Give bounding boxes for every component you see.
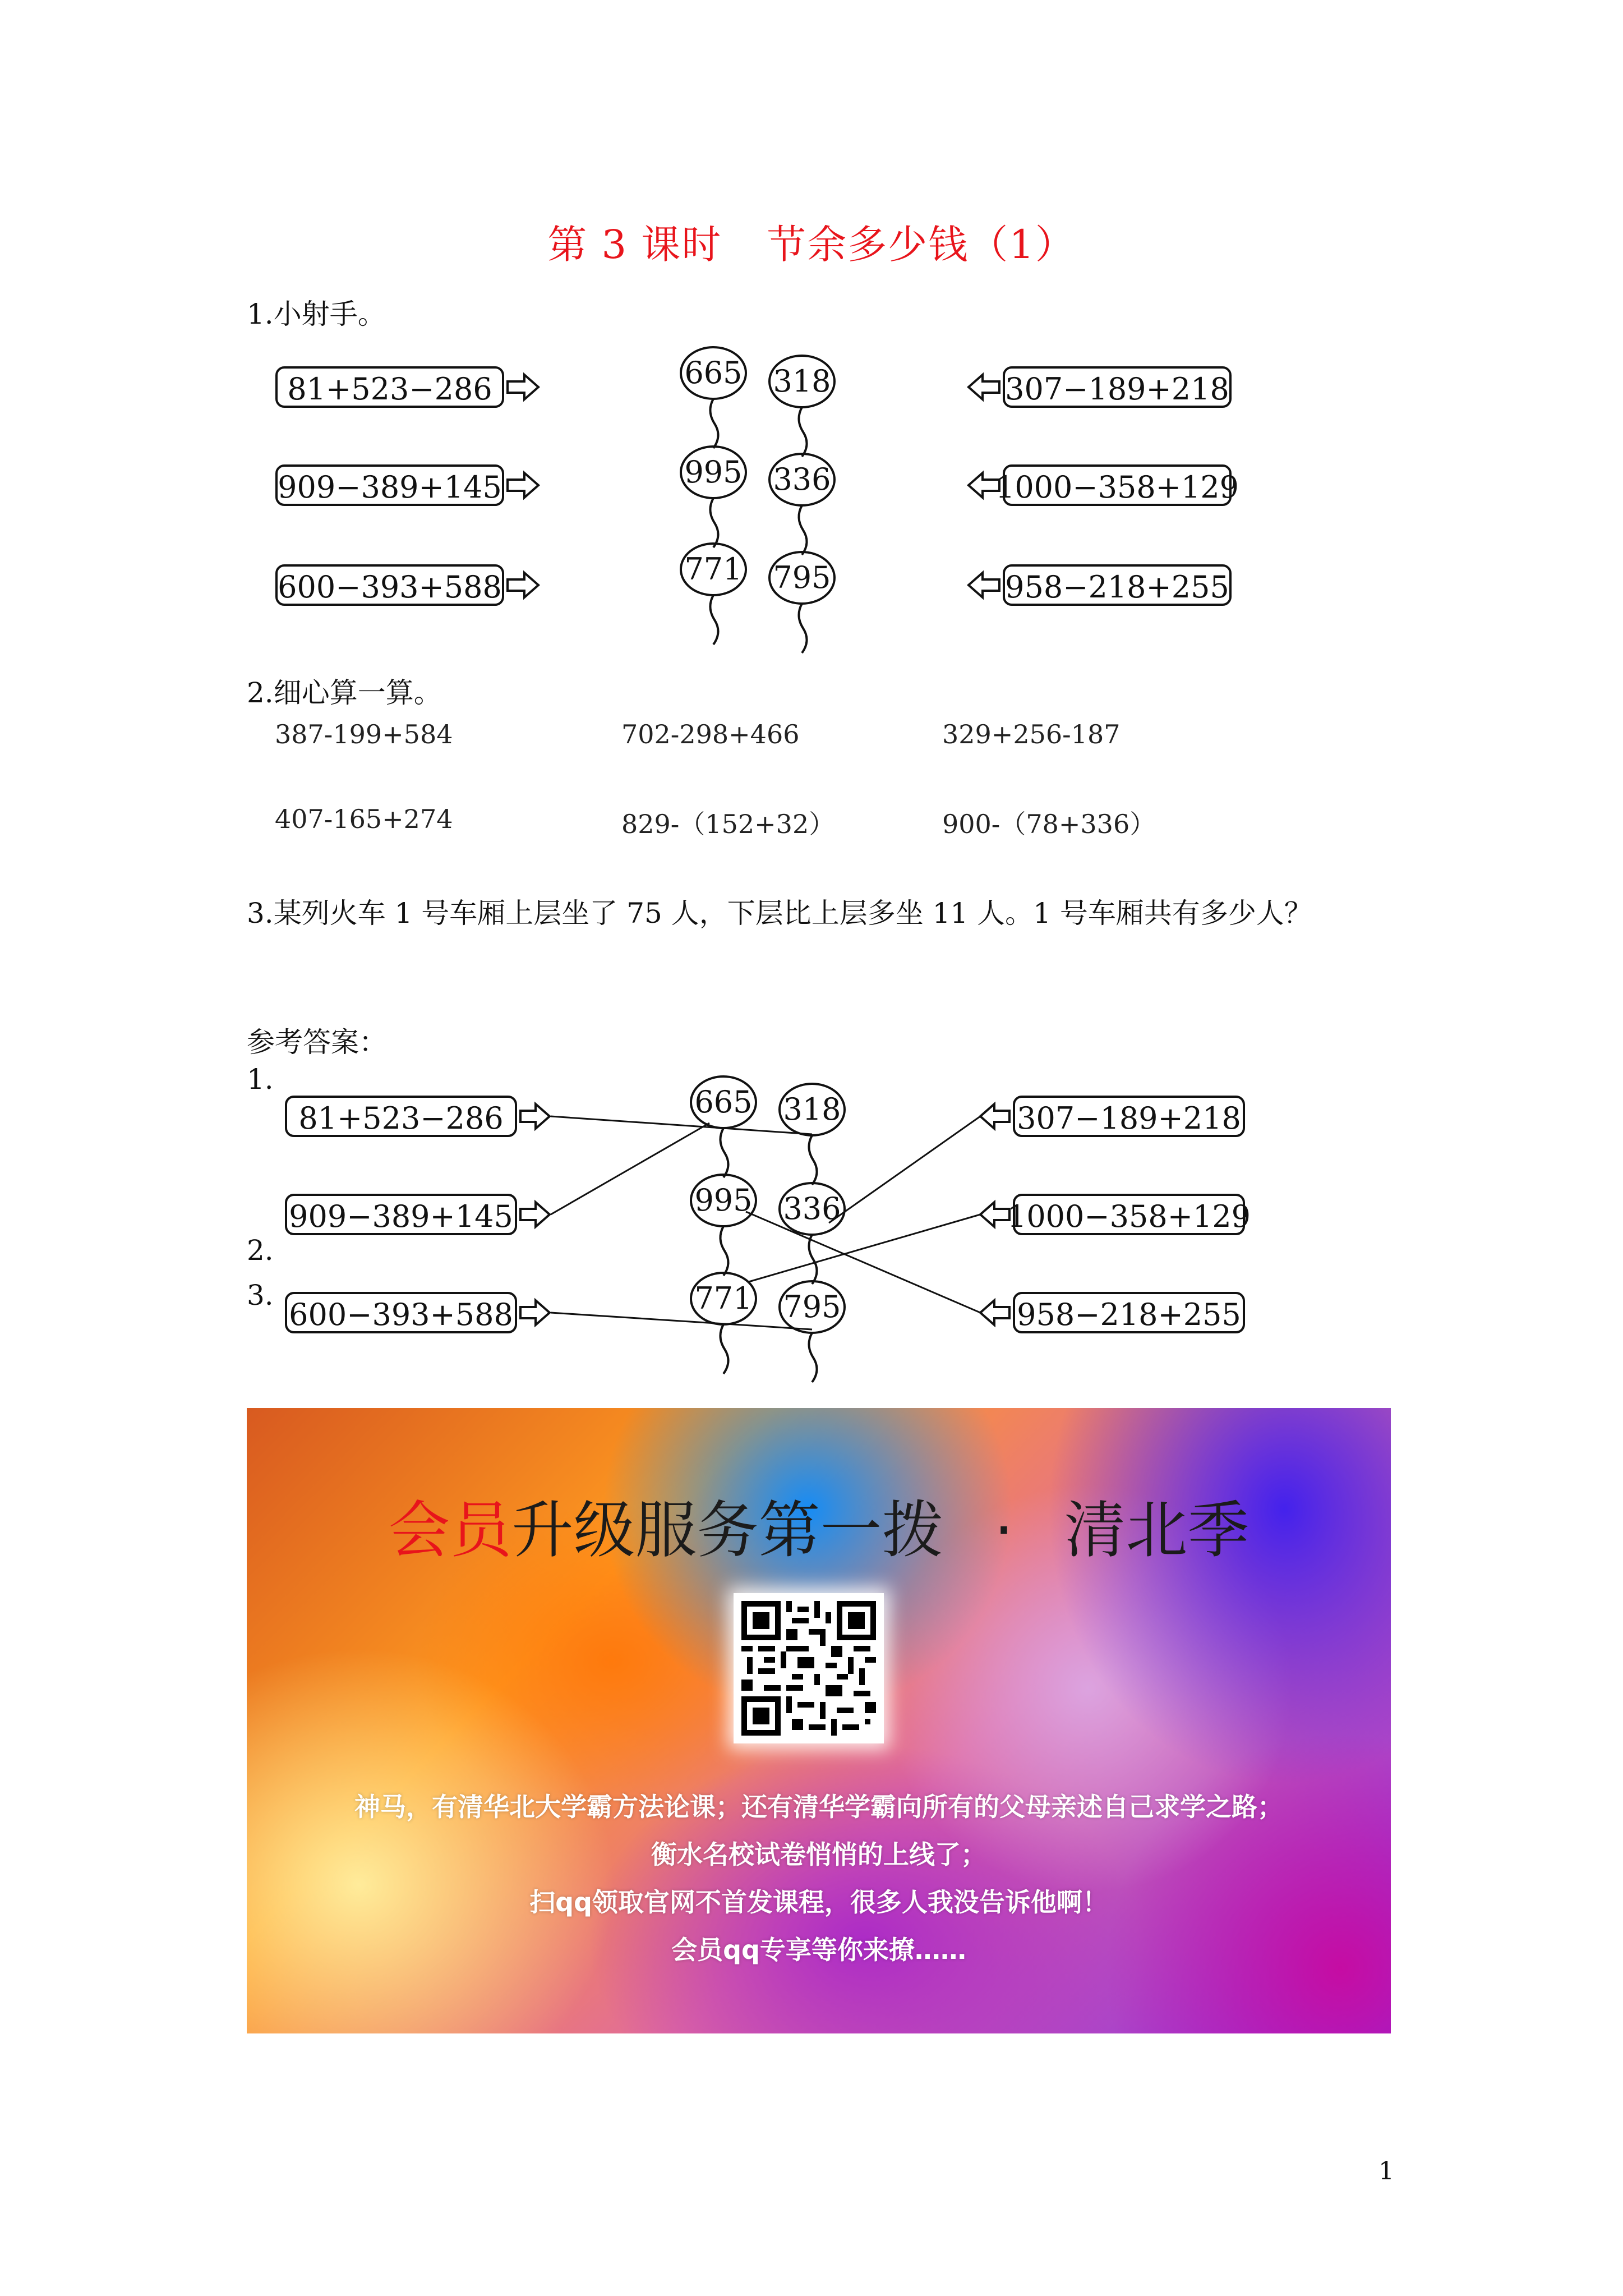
answer-connector-line	[551, 1116, 812, 1134]
balloon-number: 336	[783, 1191, 841, 1226]
title-lesson: 第 3 课时	[547, 222, 722, 268]
banner-line: 神马，有清华北大学霸方法论课；还有清华学霸向所有的父母亲述自己求学之路；	[354, 1792, 1283, 1822]
balloon-number: 995	[694, 1182, 753, 1218]
right-expression: 958−218+255	[1017, 1297, 1241, 1332]
balloon-number: 795	[783, 1289, 841, 1324]
left-expression: 909−389+145	[278, 470, 502, 505]
answer-1-number: 1.	[247, 1063, 274, 1096]
answer-connector-line	[551, 1123, 709, 1214]
title-topic: 节余多少钱（1）	[767, 222, 1076, 268]
balloon-number: 771	[684, 551, 743, 587]
left-expression: 81+523−286	[287, 371, 492, 407]
banner-line: 会员qq专享等你来撩……	[671, 1935, 966, 1965]
banner-title	[247, 1481, 1391, 1570]
answer-2-number: 2.	[247, 1234, 274, 1267]
balloon-number: 665	[684, 355, 743, 390]
answer-connector-line	[829, 1116, 980, 1223]
banner-title-main: 升级服务第一拨	[511, 1494, 944, 1566]
balloon-number: 336	[773, 462, 831, 497]
calc-expression: 900-（78+336）	[942, 809, 1156, 839]
question-2-label: 2.细心算一算。	[247, 677, 442, 709]
arrow-left-icon	[980, 1104, 1009, 1129]
right-expression: 958−218+255	[1005, 569, 1229, 605]
balloon-number: 995	[684, 454, 743, 490]
calc-expression: 702-298+466	[621, 719, 800, 749]
right-expression: 307−189+218	[1017, 1101, 1241, 1136]
balloon-number: 665	[694, 1084, 753, 1120]
page-number: 1	[1378, 2157, 1394, 2185]
arrow-right-icon	[520, 1104, 550, 1129]
qr-code[interactable]	[734, 1593, 884, 1743]
left-expression: 909−389+145	[289, 1199, 513, 1234]
qr-code-icon	[741, 1601, 876, 1736]
banner-title-end: 清北季	[1064, 1494, 1249, 1566]
answers-label: 参考答案：	[247, 1026, 387, 1059]
calc-expression: 829-（152+32）	[621, 809, 835, 839]
arrow-left-icon	[980, 1202, 1009, 1227]
left-expression: 600−393+588	[289, 1297, 513, 1332]
arrow-right-icon	[520, 1300, 550, 1325]
answer-connector-line	[551, 1313, 812, 1329]
answer-3-number: 3.	[247, 1279, 274, 1312]
banner-title-red: 会员	[388, 1494, 512, 1566]
right-expression: 307−189+218	[1005, 371, 1229, 407]
balloon-number: 318	[783, 1092, 841, 1127]
question-3-label: 3.某列火车 1 号车厢上层坐了 75 人，下层比上层多坐 11 人。1 号车厢共有多少人？	[247, 897, 1312, 930]
calc-expression: 329+256-187	[942, 719, 1121, 749]
balloon-number: 318	[773, 364, 831, 399]
balloon-number: 795	[773, 560, 831, 595]
left-expression: 81+523−286	[298, 1101, 504, 1136]
balloon-number: 771	[694, 1281, 753, 1316]
banner-line: 扫qq领取官网不首发课程，很多人我没告诉他啊！	[529, 1887, 1108, 1917]
calc-expression: 407-165+274	[275, 804, 453, 834]
left-expression: 600−393+588	[278, 569, 502, 605]
question-1-label: 1.小射手。	[247, 298, 386, 330]
promo-banner[interactable]	[247, 1408, 1391, 2033]
calc-expression: 387-199+584	[275, 719, 453, 749]
banner-title-dot: ·	[994, 1494, 1014, 1566]
arrow-right-icon	[520, 1202, 550, 1227]
banner-line: 衡水名校试卷悄悄的上线了；	[651, 1839, 986, 1870]
right-expression: 1000−358+129	[1007, 1199, 1251, 1234]
right-expression: 1000−358+129	[995, 470, 1239, 505]
arrow-left-icon	[980, 1300, 1009, 1325]
